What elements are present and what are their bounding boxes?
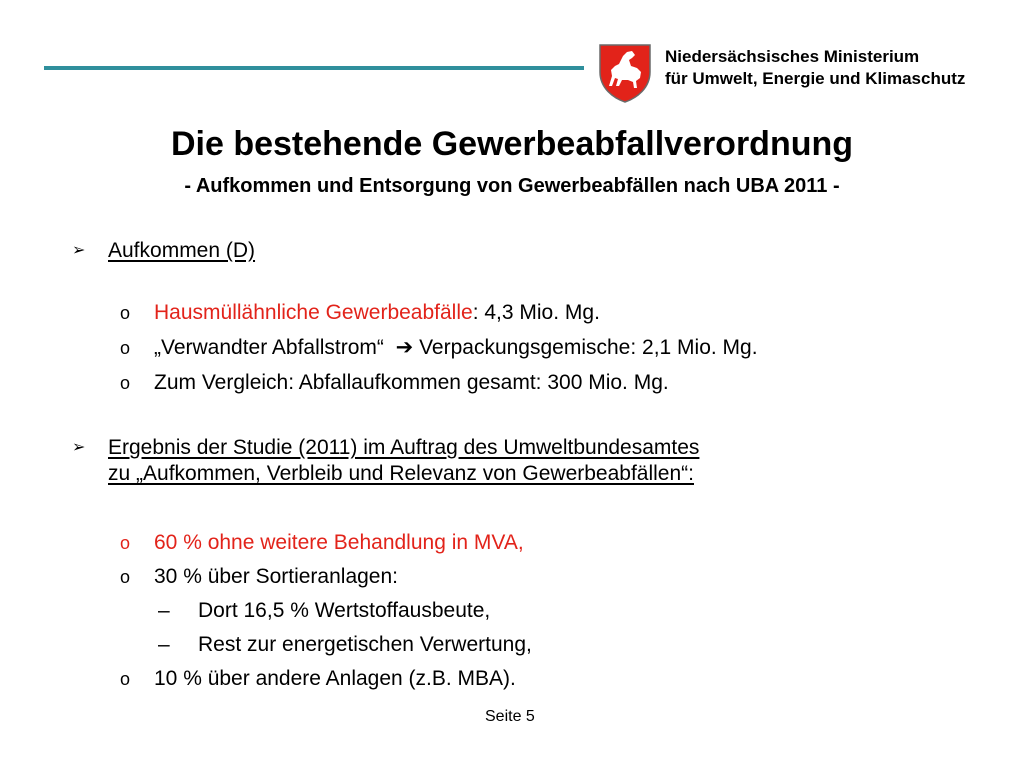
- header-accent-line: [44, 66, 584, 70]
- list-item: [120, 530, 524, 556]
- circle-bullet-icon: o: [120, 303, 131, 323]
- list-item: [158, 632, 532, 658]
- item-text: 10 % über andere Anlagen (z.B. MBA).: [154, 667, 516, 690]
- dash-bullet-icon: –: [158, 599, 170, 622]
- item-text: Zum Vergleich: Abfallaufkommen gesamt: 300 Mio. Mg.: [154, 371, 669, 394]
- section-1-heading: [72, 238, 255, 264]
- page-title: Die bestehende Gewerbeabfallverordnung: [170, 125, 854, 163]
- circle-bullet-icon: o: [120, 373, 131, 393]
- item-text: 60 % ohne weitere Behandlung in MVA,: [154, 531, 524, 554]
- list-item: [120, 370, 669, 396]
- right-arrow-icon: ➔: [395, 336, 414, 359]
- arrow-bullet-icon: ➢: [72, 439, 86, 456]
- list-item: [120, 564, 398, 590]
- section-2-heading-line-1: Ergebnis der Studie (2011) im Auftrag des Umweltbundesamtes: [108, 436, 700, 459]
- item-text: Dort 16,5 % Wertstoffausbeute,: [198, 599, 491, 622]
- list-item: [120, 300, 600, 326]
- highlight-text: Hausmüllähnliche Gewerbeabfälle: [154, 301, 473, 324]
- ministry-name: [665, 46, 965, 90]
- dash-bullet-icon: –: [158, 633, 170, 656]
- list-item: [120, 335, 758, 361]
- lower-saxony-horse-icon: [597, 42, 653, 104]
- section-2-heading: [72, 435, 699, 487]
- ministry-line-1: Niedersächsisches Ministerium: [665, 47, 920, 66]
- section-2-heading-line-2: zu „Aufkommen, Verbleib und Relevanz von Gewerbeabfällen“:: [108, 462, 694, 485]
- circle-bullet-icon: o: [120, 338, 131, 358]
- section-1-heading-text: Aufkommen (D): [108, 239, 256, 262]
- item-text: 30 % über Sortieranlagen:: [154, 565, 398, 588]
- list-item: [120, 666, 516, 692]
- page-subtitle: - Aufkommen und Entsorgung von Gewerbeabfällen nach UBA 2011 -: [184, 175, 840, 197]
- circle-bullet-icon: o: [120, 669, 131, 689]
- item-text: Rest zur energetischen Verwertung,: [198, 633, 532, 656]
- circle-bullet-icon: o: [120, 533, 131, 553]
- page-number: Seite 5: [485, 708, 535, 725]
- item-text: „Verwandter Abfallstrom“: [154, 336, 384, 359]
- ministry-line-2: für Umwelt, Energie und Klimaschutz: [665, 69, 966, 88]
- circle-bullet-icon: o: [120, 567, 131, 587]
- arrow-bullet-icon: ➢: [72, 242, 86, 259]
- item-text: : 4,3 Mio. Mg.: [472, 301, 600, 324]
- list-item: [158, 598, 490, 624]
- item-text: Verpackungsgemische: 2,1 Mio. Mg.: [419, 336, 758, 359]
